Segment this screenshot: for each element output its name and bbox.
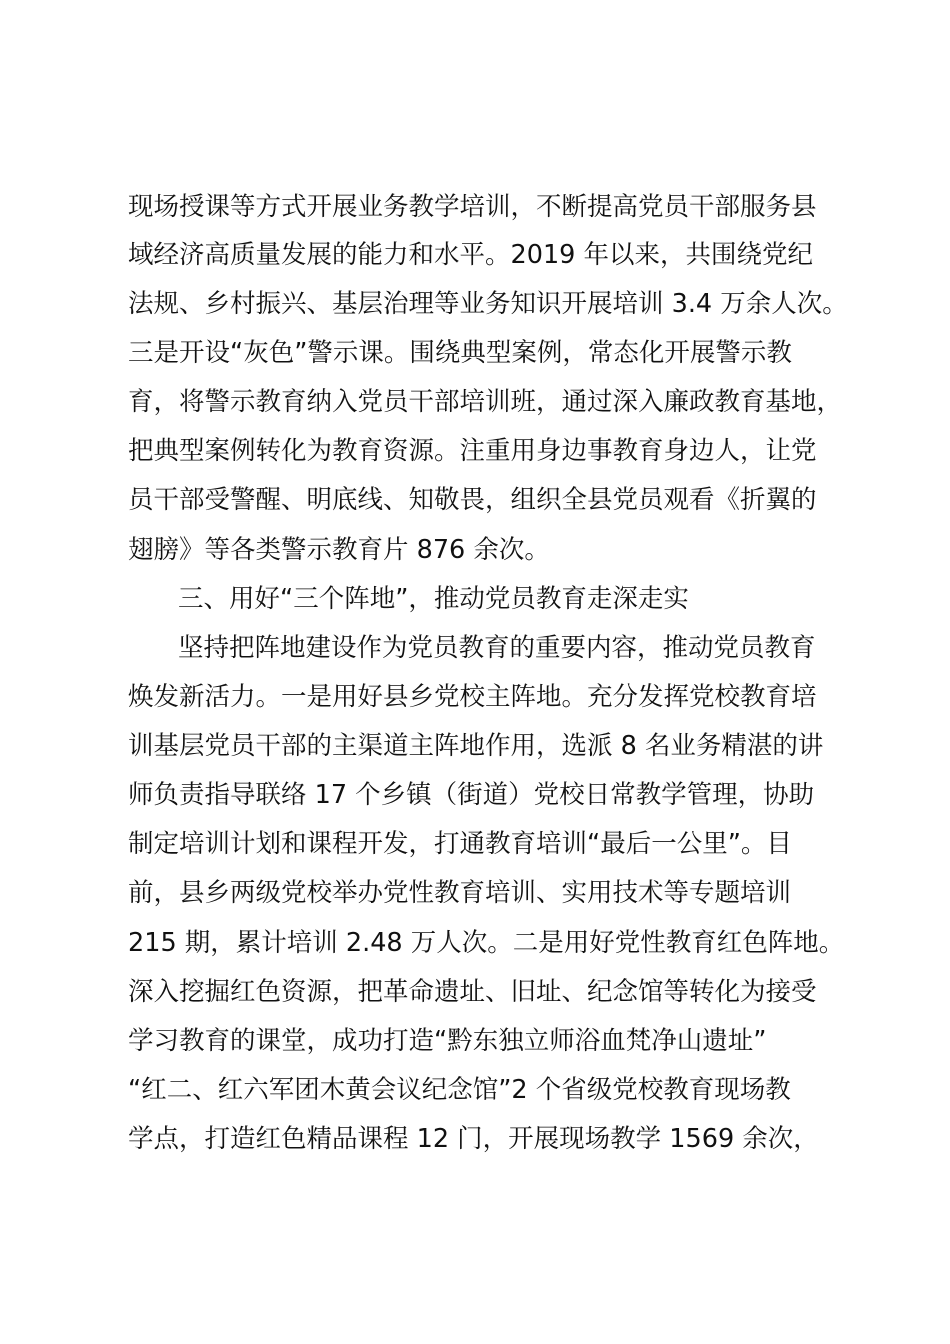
text-line: 翅膀》等各类警示教育片 876 余次。 <box>128 535 550 565</box>
text-line: 师负责指导联络 17 个乡镇（街道）党校日常教学管理，协助 <box>128 780 815 810</box>
text-line: 育，将警示教育纳入党员干部培训班，通过深入廉政教育基地， <box>128 387 843 417</box>
text-line: 焕发新活力。一是用好县乡党校主阵地。充分发挥党校教育培 <box>128 682 817 712</box>
text-line: 域经济高质量发展的能力和水平。2019 年以来，共围绕党纪 <box>128 240 814 270</box>
text-line: 训基层党员干部的主渠道主阵地作用，选派 8 名业务精湛的讲 <box>128 731 824 761</box>
text-line: 法规、乡村振兴、基层治理等业务知识开展培训 3.4 万余人次。 <box>128 289 848 319</box>
text-line: 深入挖掘红色资源，把革命遗址、旧址、纪念馆等转化为接受 <box>128 977 817 1007</box>
text-line: 215 期，累计培训 2.48 万人次。二是用好党性教育红色阵地。 <box>128 928 845 958</box>
text-line: 员干部受警醒、明底线、知敬畏，组织全县党员观看《折翼的 <box>128 485 817 515</box>
text-line: “红二、红六军团木黄会议纪念馆”2 个省级党校教育现场教 <box>128 1075 791 1105</box>
text-line: 把典型案例转化为教育资源。注重用身边事教育身边人，让党 <box>128 436 817 466</box>
text-line: 三是开设“灰色”警示课。围绕典型案例，常态化开展警示教 <box>128 338 792 368</box>
text-line: 前，县乡两级党校举办党性教育培训、实用技术等专题培训 <box>128 878 792 908</box>
text-line: 现场授课等方式开展业务教学培训，不断提高党员干部服务县 <box>128 192 817 222</box>
text-line: 坚持把阵地建设作为党员教育的重要内容，推动党员教育 <box>178 633 816 663</box>
text-line: 学习教育的课堂，成功打造“黔东独立师浴血梵净山遗址” <box>128 1026 767 1056</box>
text-line: 学点，打造红色精品课程 12 门，开展现场教学 1569 余次， <box>128 1124 819 1154</box>
section-heading: 三、用好“三个阵地”，推动党员教育走深走实 <box>178 584 689 614</box>
text-line: 制定培训计划和课程开发，打通教育培训“最后一公里”。目 <box>128 829 792 859</box>
